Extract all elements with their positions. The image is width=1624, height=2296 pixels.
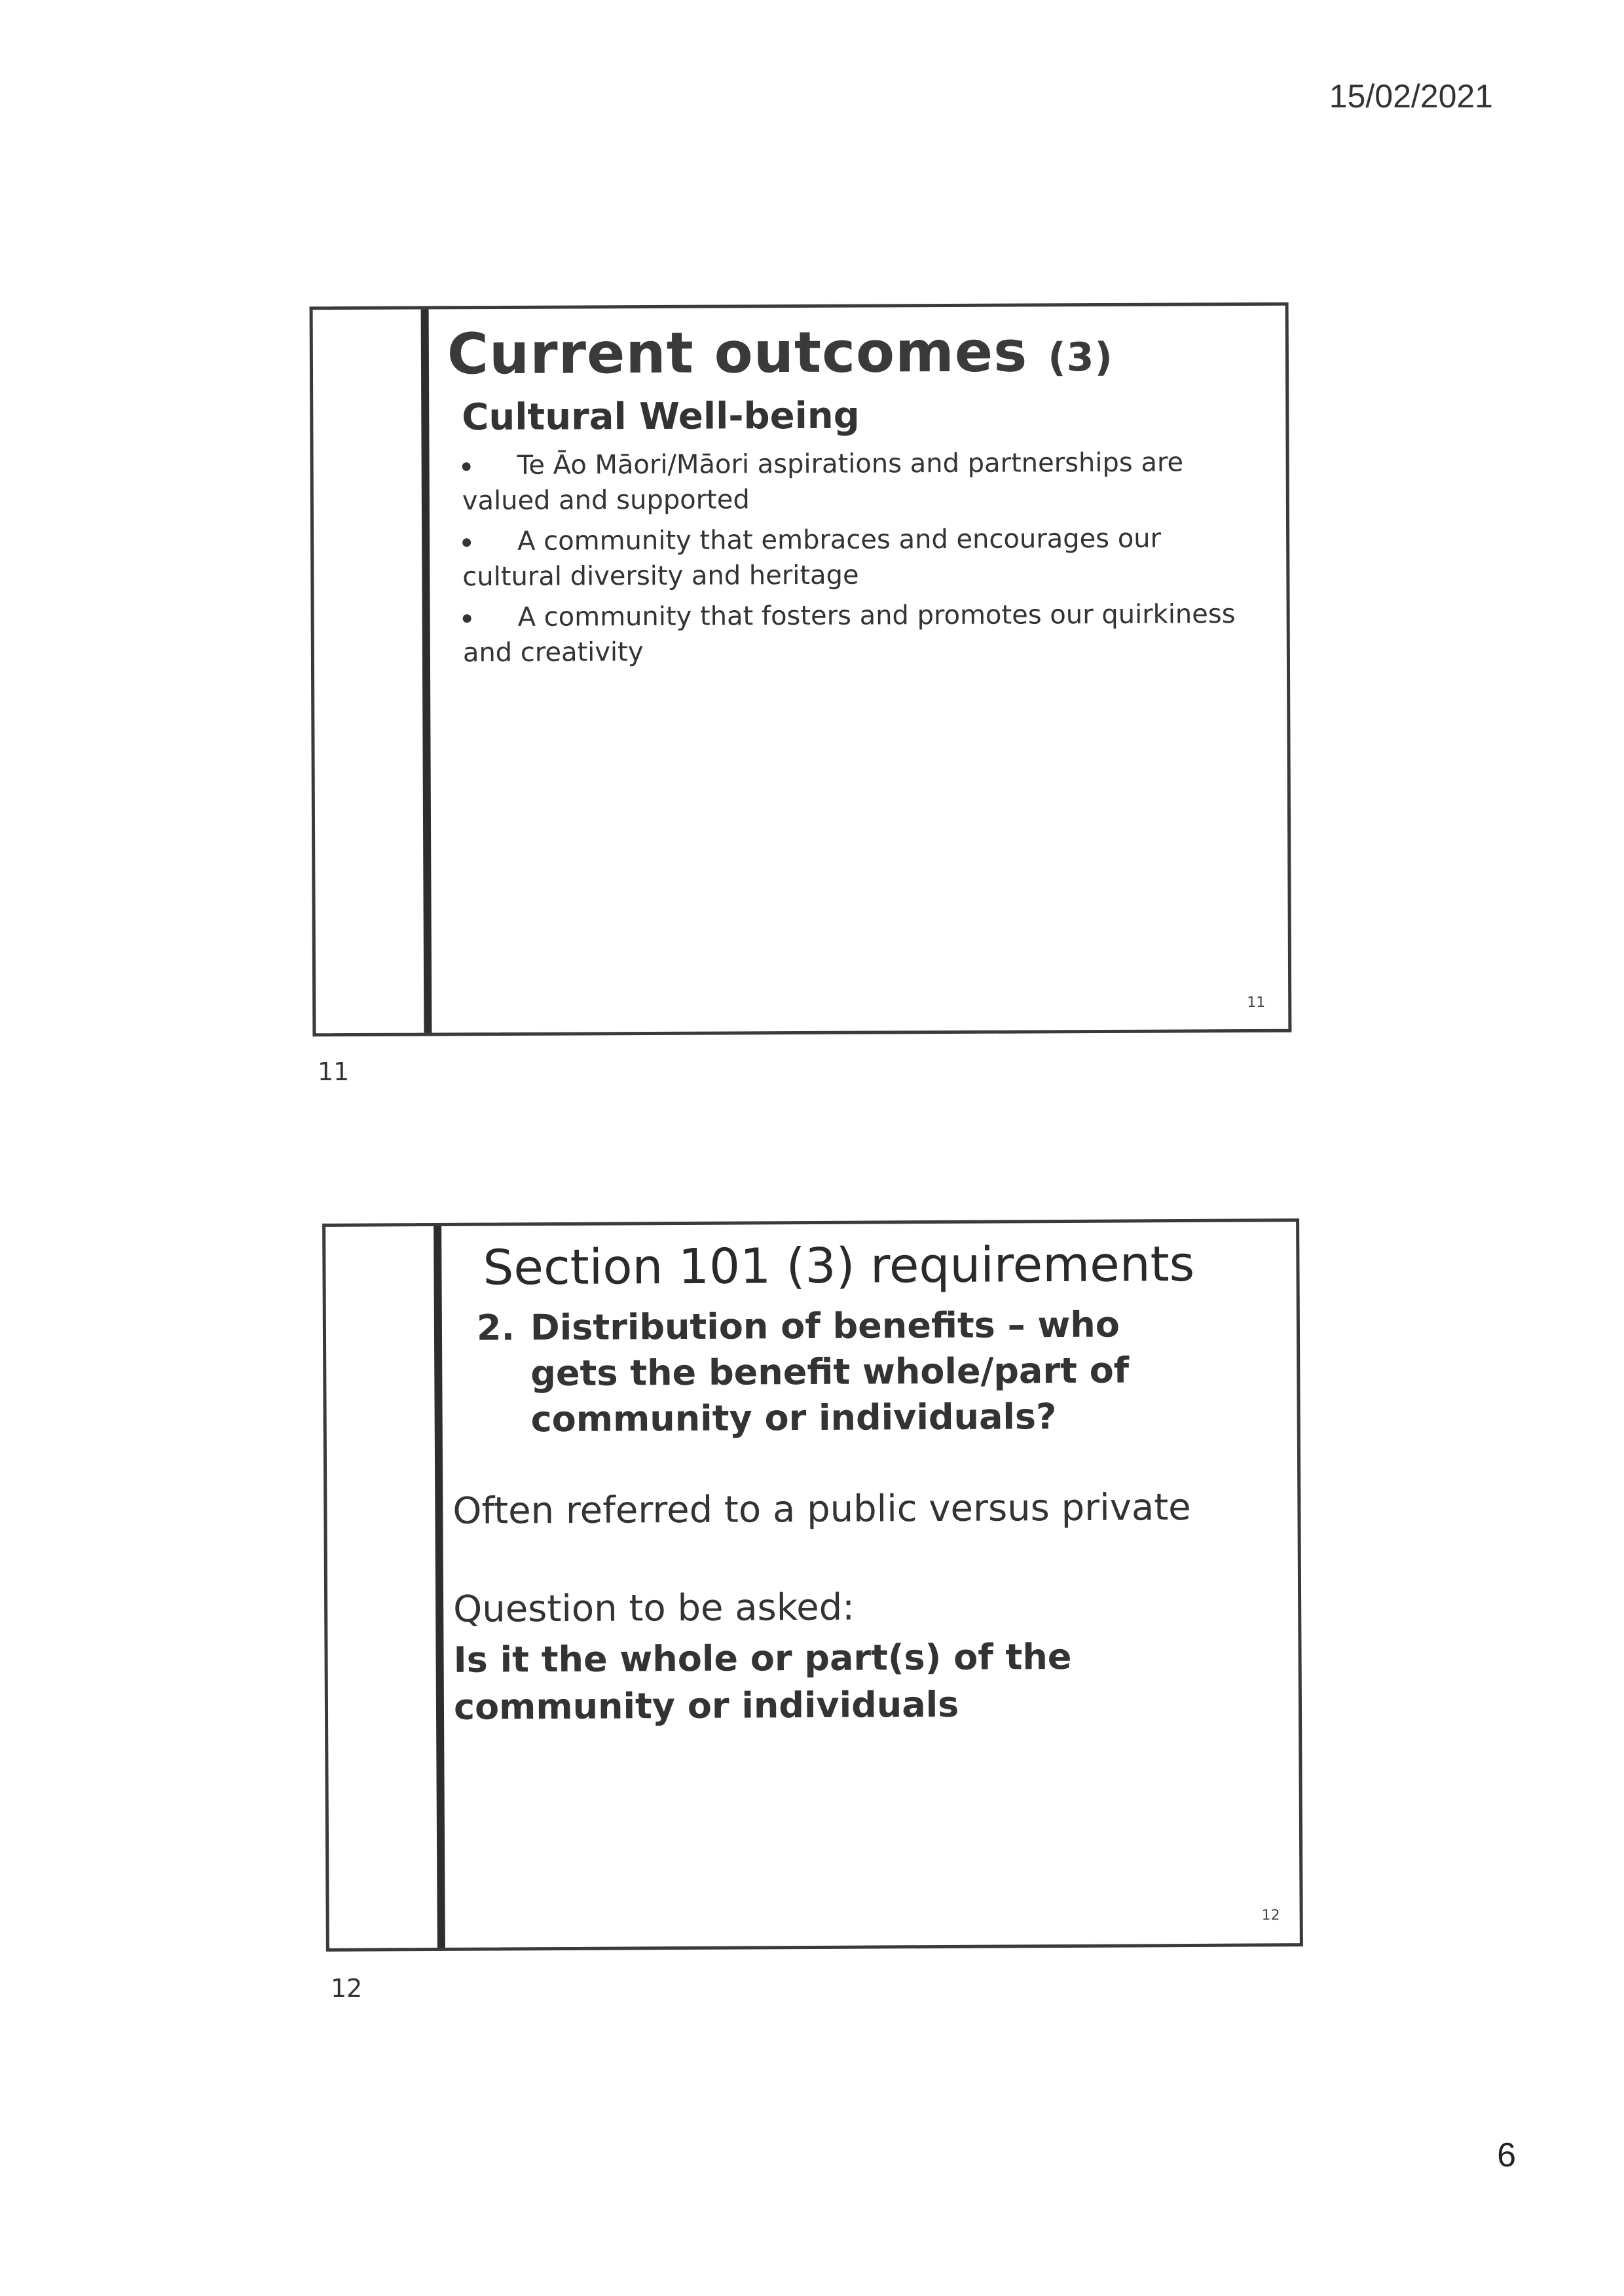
slide-number: 12 <box>1261 1907 1280 1924</box>
slide-title-suffix: (3) <box>1048 334 1113 381</box>
slide-subtitle: Cultural Well-being <box>462 394 860 439</box>
slide-11 <box>310 302 1292 1037</box>
bullet-text: Te Āo Māori/Māori aspirations and partnerships are valued and supported <box>462 447 1184 517</box>
bullet-icon <box>462 524 517 559</box>
point-text: Distribution of benefits – who gets the benefit whole/part of community or individuals? <box>530 1303 1130 1440</box>
point-number: 2. <box>476 1307 515 1349</box>
slide-accent-bar <box>421 309 432 1032</box>
numbered-point <box>477 1301 1276 1442</box>
bullet-icon <box>463 600 518 635</box>
slide-note: Often referred to a public versus private <box>452 1485 1191 1533</box>
question-label: Question to be asked: <box>453 1586 855 1631</box>
bullet-list <box>448 445 1254 670</box>
question-text: Is it the whole or part(s) of the community or individuals <box>453 1635 1072 1728</box>
slide-content <box>447 319 1254 676</box>
bullet-icon <box>462 448 517 483</box>
bullet-text: A community that fosters and promotes our quirkiness and creativity <box>462 598 1236 668</box>
slide-title <box>447 319 1253 387</box>
bullet-text: A community that embraces and encourages our cultural diversity and heritage <box>462 523 1162 592</box>
bullet-item <box>462 445 1253 519</box>
page-date: 15/02/2021 <box>1329 78 1493 115</box>
slide-title: Section 101 (3) requirements <box>483 1235 1195 1296</box>
slide-content <box>437 1235 1278 1730</box>
slide-caption: 11 <box>318 1057 350 1086</box>
bullet-item <box>463 596 1254 670</box>
slide-12 <box>322 1218 1303 1952</box>
slide-number: 11 <box>1247 994 1266 1011</box>
slide-caption: 12 <box>331 1974 363 2003</box>
slide-title-main: Current outcomes <box>447 319 1028 388</box>
page-number: 6 <box>1497 2136 1516 2174</box>
bullet-item <box>462 520 1253 594</box>
